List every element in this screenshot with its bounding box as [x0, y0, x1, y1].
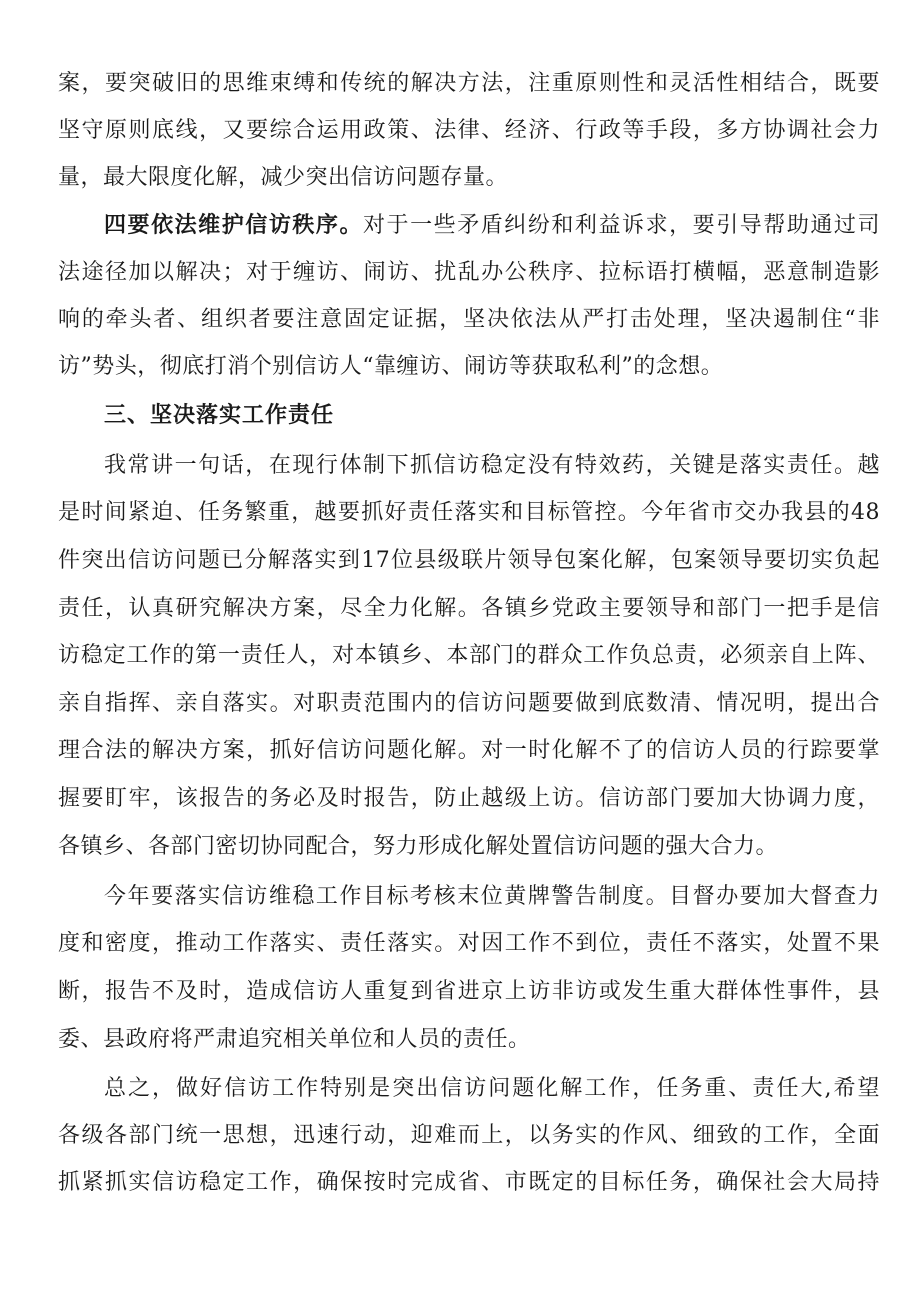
paragraph-line: 度和密度，推动工作落实、责任落实。对因工作不到位，责任不落实，处置不果	[58, 931, 880, 956]
paragraph-line: 各级各部门统一思想，迅速行动，迎难而上，以务实的作风、细致的工作，全面	[58, 1123, 880, 1148]
paragraph-line: 坚守原则底线，又要综合运用政策、法律、经济、行政等手段，多方协调社会力	[58, 118, 880, 143]
paragraph-line: 今年要落实信访维稳工作目标考核末位黄牌警告制度。目督办要加大督查力	[104, 884, 880, 909]
paragraph-line: 亲自指挥、亲自落实。对职责范围内的信访问题要做到底数清、情况明，提出合	[58, 691, 880, 716]
paragraph-line: 访”势头，彻底打消个别信访人“靠缠访、闹访等获取私利”的念想。	[58, 354, 724, 379]
paragraph-line: 响的牵头者、组织者要注意固定证据，坚决依法从严打击处理，坚决遏制住“非	[58, 307, 880, 332]
section-heading: 三、坚决落实工作责任	[104, 403, 335, 428]
paragraph-line: 理合法的解决方案，抓好信访问题化解。对一时化解不了的信访人员的行踪要掌	[58, 738, 880, 763]
paragraph-line: 抓紧抓实信访稳定工作，确保按时完成省、市既定的目标任务，确保社会大局持	[58, 1170, 880, 1195]
paragraph-line: 是时间紧迫、任务繁重，越要抓好责任落实和目标管控。今年省市交办我县的48	[58, 500, 880, 525]
paragraph-line: 我常讲一句话，在现行体制下抓信访稳定没有特效药，关键是落实责任。越	[104, 453, 880, 478]
paragraph-text: 对于一些矛盾纠纷和利益诉求，要引导帮助通过司	[363, 213, 880, 238]
paragraph-line: 各镇乡、各部门密切协同配合，努力形成化解处置信访问题的强大合力。	[58, 834, 779, 859]
paragraph-line	[104, 211, 880, 241]
paragraph-bold-lead: 四要依法维护信访秩序。	[104, 213, 364, 238]
paragraph-line: 握要盯牢，该报告的务必及时报告，防止越级上访。信访部门要加大协调力度，	[58, 786, 880, 811]
paragraph-line: 访稳定工作的第一责任人，对本镇乡、本部门的群众工作负总责，必须亲自上阵、	[58, 643, 880, 668]
paragraph-line: 委、县政府将严肃追究相关单位和人员的责任。	[58, 1027, 531, 1052]
paragraph-line: 件突出信访问题已分解落实到17位县级联片领导包案化解，包案领导要切实负起	[58, 548, 880, 573]
paragraph-line: 量，最大限度化解，减少突出信访问题存量。	[58, 165, 509, 190]
paragraph-line: 案，要突破旧的思维束缚和传统的解决方法，注重原则性和灵活性相结合，既要	[58, 71, 880, 96]
paragraph-line: 断，报告不及时，造成信访人重复到省进京上访非访或发生重大群体性事件，县	[58, 979, 880, 1004]
paragraph-line: 责任，认真研究解决方案，尽全力化解。各镇乡党政主要领导和部门一把手是信	[58, 596, 880, 621]
paragraph-line: 法途径加以解决；对于缠访、闹访、扰乱办公秩序、拉标语打横幅，恶意制造影	[58, 260, 880, 285]
paragraph-line: 总之，做好信访工作特别是突出信访问题化解工作，任务重、责任大,希望	[104, 1076, 880, 1101]
